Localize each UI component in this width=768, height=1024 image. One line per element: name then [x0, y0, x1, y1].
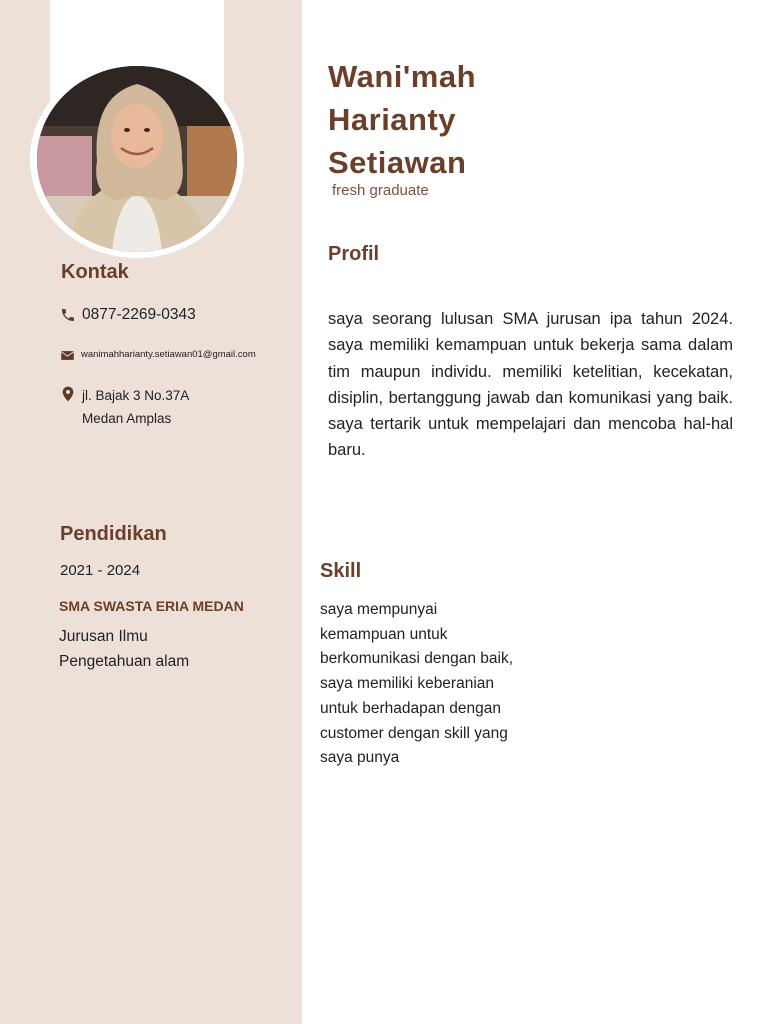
education-years: 2021 - 2024	[60, 562, 141, 579]
skill-heading: Skill	[320, 560, 362, 582]
school-name: SMA SWASTA ERIA MEDAN	[59, 598, 244, 614]
major-line-1: Jurusan Ilmu	[59, 628, 148, 645]
phone-number: 0877-2269-0343	[82, 306, 196, 323]
profile-heading: Profil	[328, 243, 380, 265]
skill-text: saya mempunyai kemampuan untuk berkomunikasi dengan baik, saya memiliki keberanian untuk berhadapan dengan customer dengan skill yang saya punya	[320, 601, 514, 767]
name-line-2: Harianty	[328, 102, 457, 137]
profile-photo	[37, 66, 237, 252]
major-line-2: Pengetahuan alam	[59, 653, 190, 670]
full-name	[328, 55, 476, 184]
name-line-1: Wani'mah	[328, 59, 477, 94]
phone-icon	[60, 307, 76, 323]
address-line-1: jl. Bajak 3 No.37A	[82, 388, 190, 403]
email-address: wanimahharianty.setiawan01@gmail.com	[81, 349, 256, 360]
mail-icon	[60, 348, 75, 363]
location-pin-icon	[60, 384, 76, 404]
contact-address	[60, 384, 189, 430]
name-line-3: Setiawan	[328, 145, 467, 180]
education-heading: Pendidikan	[60, 523, 167, 545]
job-title: fresh graduate	[332, 182, 429, 199]
contact-heading: Kontak	[61, 261, 129, 283]
contact-phone[interactable]	[60, 307, 196, 323]
profile-text: saya seorang lulusan SMA jurusan ipa tahun 2024. saya memiliki kemampuan untuk bekerja sama dalam tim maupun individu. memiliki ketelitian, kecekatan, disiplin, bertanggung jawab dan komunikasi yang baik. saya tertarik untuk mempelajari dan mencoba hal-hal baru.	[328, 310, 733, 460]
education-major	[59, 624, 189, 674]
contact-email[interactable]	[60, 348, 256, 363]
address-line-2: Medan Amplas	[82, 411, 172, 426]
